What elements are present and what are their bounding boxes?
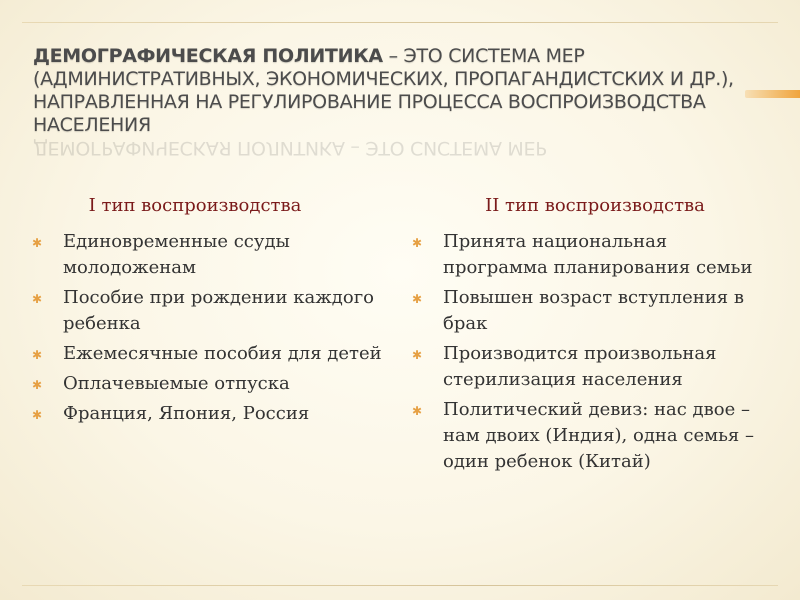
star-bullet-icon: ✱ bbox=[412, 348, 423, 362]
left-bullet-list bbox=[30, 229, 390, 427]
list-item bbox=[410, 229, 770, 281]
list-item bbox=[30, 371, 390, 397]
list-item bbox=[410, 397, 770, 475]
title-term: ДЕМОГРАФИЧЕСКАЯ ПОЛИТИКА bbox=[33, 45, 383, 67]
star-bullet-icon: ✱ bbox=[32, 378, 43, 392]
title-reflection: ДЕМОГРАФИЧЕСКАЯ ПОЛИТИКА – ЭТО СИСТЕМА МЕР bbox=[33, 137, 547, 159]
star-bullet-icon: ✱ bbox=[32, 292, 43, 306]
list-item-text: Политический девиз: нас двое – нам двоих (Индия), одна семья – один ребенок (Китай) bbox=[443, 399, 754, 472]
star-bullet-icon: ✱ bbox=[412, 404, 423, 418]
list-item bbox=[30, 285, 390, 337]
list-item-text: Франция, Япония, Россия bbox=[63, 403, 310, 424]
list-item bbox=[30, 229, 390, 281]
list-item-text: Принята национальная программа планирования семьи bbox=[443, 231, 753, 278]
list-item bbox=[30, 341, 390, 367]
star-bullet-icon: ✱ bbox=[412, 292, 423, 306]
list-item bbox=[30, 401, 390, 427]
slide-title bbox=[33, 45, 763, 137]
left-column-heading: I тип воспроизводства bbox=[88, 195, 302, 216]
list-item bbox=[410, 285, 770, 337]
right-column-heading: II тип воспроизводства bbox=[485, 195, 705, 216]
list-item-text: Пособие при рождении каждого ребенка bbox=[63, 287, 374, 334]
star-bullet-icon: ✱ bbox=[32, 348, 43, 362]
star-bullet-icon: ✱ bbox=[32, 236, 43, 250]
list-item-text: Оплачевыемые отпуска bbox=[63, 373, 290, 394]
list-item-text: Производится произвольная стерилизация населения bbox=[443, 343, 717, 390]
left-column bbox=[30, 195, 390, 431]
bottom-divider bbox=[22, 585, 778, 586]
list-item-text: Ежемесячные пособия для детей bbox=[63, 343, 382, 364]
star-bullet-icon: ✱ bbox=[412, 236, 423, 250]
right-bullet-list bbox=[410, 229, 770, 475]
list-item-text: Единовременные ссуды молодоженам bbox=[63, 231, 290, 278]
top-divider bbox=[22, 22, 778, 23]
list-item-text: Повышен возраст вступления в брак bbox=[443, 287, 744, 334]
star-bullet-icon: ✱ bbox=[32, 408, 43, 422]
list-item bbox=[410, 341, 770, 393]
title-definition: – ЭТО СИСТЕМА МЕР (АДМИНИСТРАТИВНЫХ, ЭКОНОМИЧЕСКИХ, ПРОПАГАНДИСТСКИХ И ДР.), НАПРАВЛЕННАЯ НА РЕГУЛИРОВАНИЕ ПРОЦЕССА ВОСПРОИЗВОДСТВА НАСЕЛЕНИЯ bbox=[33, 45, 734, 136]
right-column bbox=[410, 195, 770, 479]
